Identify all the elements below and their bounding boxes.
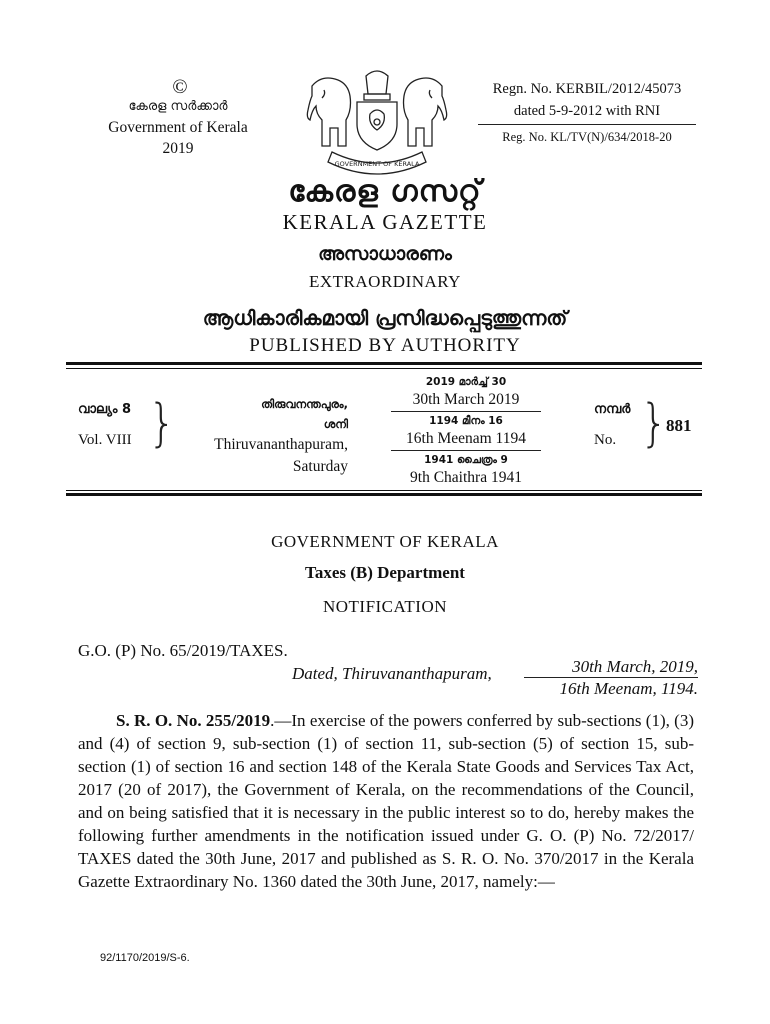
dated-fraction: [524, 656, 698, 699]
place-city-en: Thiruvananthapuram,: [214, 436, 348, 453]
kerala-emblem-icon: [302, 66, 452, 184]
volume-label-en: Vol. VIII: [78, 432, 132, 448]
issue-bottom-rule-thick: [66, 493, 702, 496]
authority-label-ml: ആധികാരികമായി പ്രസിദ്ധപ്പെടുത്തുന്നത്: [202, 306, 568, 330]
place-ml: [180, 394, 348, 434]
volume-brace: }: [148, 394, 176, 453]
copyright-symbol: ©: [172, 76, 188, 98]
extraordinary-label-ml: അസാധാരണം: [318, 243, 452, 265]
date-gregorian-ml: 2019 മാർച്ച് 30: [425, 376, 507, 388]
notification-body: [78, 709, 694, 893]
dated-prefix: Dated, Thiruvananthapuram,: [292, 664, 492, 683]
place-city-ml: തിരുവനന്തപുരം,: [261, 397, 348, 411]
authority-label-en: PUBLISHED BY AUTHORITY: [249, 335, 521, 356]
date-divider-2: [391, 450, 541, 451]
extraordinary-label-en: EXTRAORDINARY: [309, 272, 461, 291]
issue-dates: [376, 374, 556, 488]
date-saka-en: 9th Chaithra 1941: [410, 469, 522, 486]
rni-registration-number: Reg. No. KL/TV(N)/634/2018-20: [502, 130, 672, 144]
gazette-title-ml: കേരള ഗസറ്റ്: [288, 174, 482, 209]
date-malayalam-era-en: 16th Meenam 1194: [406, 430, 526, 447]
government-header: [78, 96, 278, 159]
issue-number: 881: [666, 416, 692, 435]
gazette-year: 2019: [162, 140, 194, 157]
date-gregorian-en: 30th March 2019: [412, 391, 520, 408]
number-label-ml: നമ്പർ: [594, 402, 631, 417]
date-divider-1: [391, 411, 541, 412]
date-malayalam-era-ml: 1194 മീനം 16: [429, 415, 503, 427]
print-code: 92/1170/2019/S-6.: [100, 952, 190, 964]
dated-gregorian: 30th March, 2019,: [572, 657, 698, 676]
registration-info: [472, 78, 702, 122]
notice-heading: NOTIFICATION: [322, 597, 448, 616]
notice-department: Taxes (B) Department: [305, 563, 465, 582]
government-name-ml: കേരള സർക്കാർ: [128, 99, 228, 114]
emblem-banner-text: GOVERNMENT OF KERALA: [334, 160, 420, 168]
sro-number: S. R. O. No. 255/2019: [116, 711, 271, 730]
place-en: [180, 434, 348, 478]
notice-government: GOVERNMENT OF KERALA: [271, 532, 499, 551]
number-brace: }: [640, 394, 668, 453]
registration-divider: [478, 124, 696, 125]
place-day-ml: ശനി: [323, 417, 348, 431]
place-day-en: Saturday: [292, 458, 348, 475]
number-label-en: No.: [594, 432, 617, 448]
date-saka-ml: 1941 ചൈത്രം 9: [424, 454, 508, 466]
registration-number: Regn. No. KERBIL/2012/45073: [492, 81, 682, 97]
notification-body-text: .—In exercise of the powers conferred by sub-sections (1), (3) and (4) of section 9, sub-section (1) of section 11, sub-section (5) of section 15, sub-section (1) of section 16 and section 148 of the Kerala State Goods and Services Tax Act, 2017 (20 of 2017), the Government of Kerala, on the recommendations of the Council, and on being satisfied that it is necessary in the public interest so to do, hereby makes the following further amendments in the notification issued under G. O. (P) No. 72/2017/ TAXES dated the 30th June, 2017 and published as S. R. O. No. 370/2017 in the Kerala Gazette Extraordinary No. 1360 dated the 30th June, 2017, namely:—: [78, 711, 694, 891]
issue-top-rule-thick: [66, 362, 702, 365]
issue-top-rule-thin: [66, 368, 702, 369]
government-name-en: Government of Kerala: [108, 119, 248, 136]
gazette-title-en: KERALA GAZETTE: [282, 210, 488, 234]
registration-date: dated 5-9-2012 with RNI: [513, 103, 661, 119]
volume-label-ml: വാല്യം 8: [78, 402, 132, 417]
go-number: G.O. (P) No. 65/2019/TAXES.: [78, 641, 288, 660]
dated-malayalam-era: 16th Meenam, 1194.: [559, 679, 698, 698]
issue-bottom-rule-thin: [66, 490, 702, 491]
